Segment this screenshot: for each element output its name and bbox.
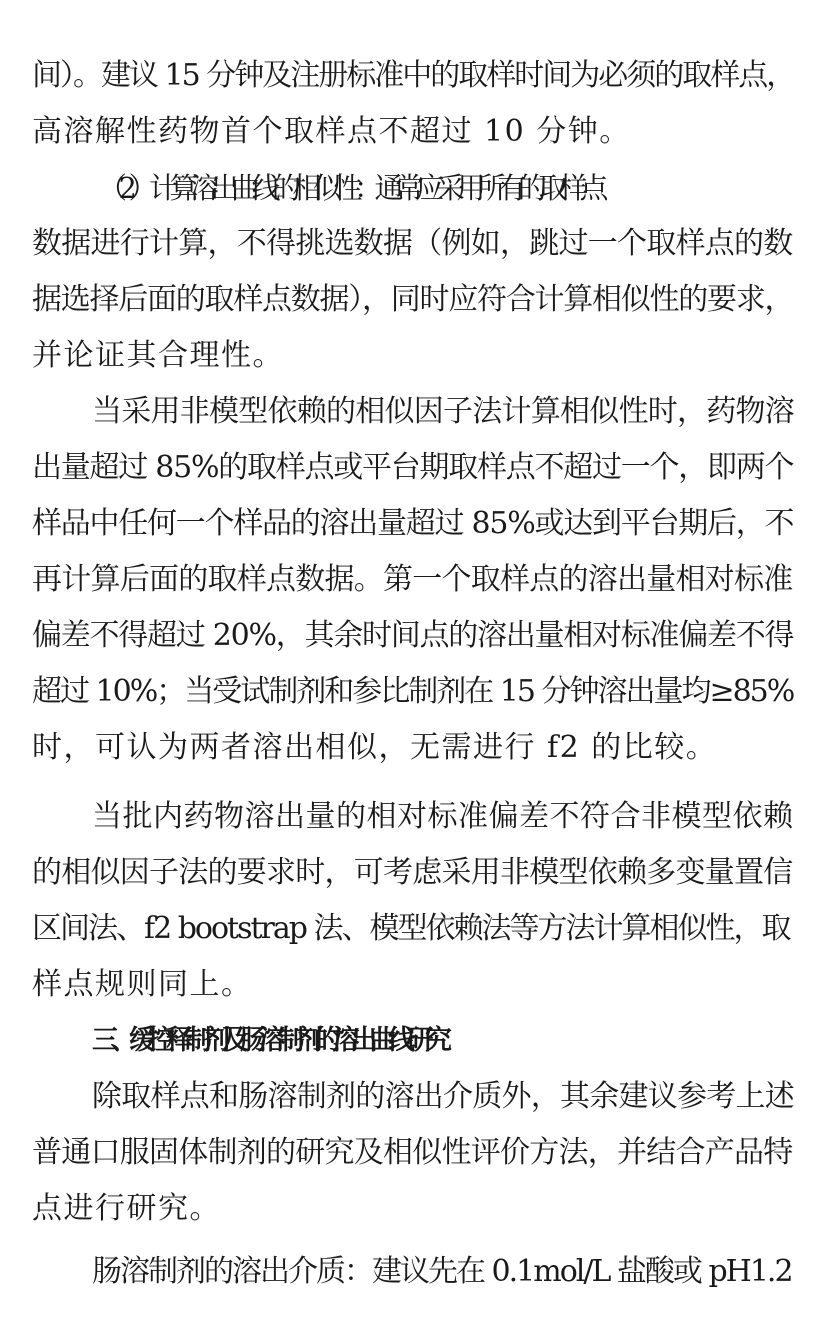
text-line: 间）。建议 15 分钟及注册标准中的取样时间为必须的取样点， <box>32 58 795 93</box>
text-line: 当采用非模型依赖的相似因子法计算相似性时，药物溶 <box>92 394 794 429</box>
text-line: 除取样点和肠溶制剂的溶出介质外，其余建议参考上述 <box>92 1079 794 1114</box>
text-line: 区间法、f2 bootstrap 法、模型依赖法等方法计算相似性，取 <box>32 911 790 946</box>
text-line: 并论证其合理性。 <box>32 338 284 373</box>
text-line: 样品中任何一个样品的溶出量超过 85%或达到平台期后，不 <box>32 506 794 541</box>
text-line: 时，可认为两者溶出相似，无需进行 f2 的比较。 <box>32 730 718 765</box>
text-line: 高溶解性药物首个取样点不超过 10 分钟。 <box>32 114 631 149</box>
text-line: 的相似因子法的要求时，可考虑采用非模型依赖多变量置信 <box>32 855 793 890</box>
section-heading: 三、缓控释制剂及肠溶制剂的溶出曲线研究 <box>92 1025 444 1056</box>
text-line: 点进行研究。 <box>32 1191 221 1226</box>
text-line: 样点规则同上。 <box>32 967 253 1002</box>
text-line: 出量超过 85%的取样点或平台期取样点不超过一个，即两个 <box>32 450 794 485</box>
text-line: 再计算后面的取样点数据。第一个取样点的溶出量相对标准 <box>32 562 793 597</box>
text-line: 肠溶制剂的溶出介质：建议先在 0.1mol/L 盐酸或 pH1.2 <box>92 1254 792 1289</box>
text-line: 偏差不得超过 20%，其余时间点的溶出量相对标准偏差不得 <box>32 618 794 653</box>
text-line: 当批内药物溶出量的相对标准偏差不符合非模型依赖 <box>92 799 794 834</box>
text-line: （2）计算溶出曲线的相似性：通常应采用所有的取样点 <box>98 171 600 205</box>
text-line: 普通口服固体制剂的研究及相似性评价方法，并结合产品特 <box>32 1135 793 1170</box>
text-line: 超过 10%；当受试制剂和参比制剂在 15 分钟溶出量均≥85% <box>32 674 794 709</box>
text-line: 据选择后面的取样点数据），同时应符合计算相似性的要求， <box>32 282 794 317</box>
text-line: 数据进行计算，不得挑选数据（例如，跳过一个取样点的数 <box>32 226 793 261</box>
